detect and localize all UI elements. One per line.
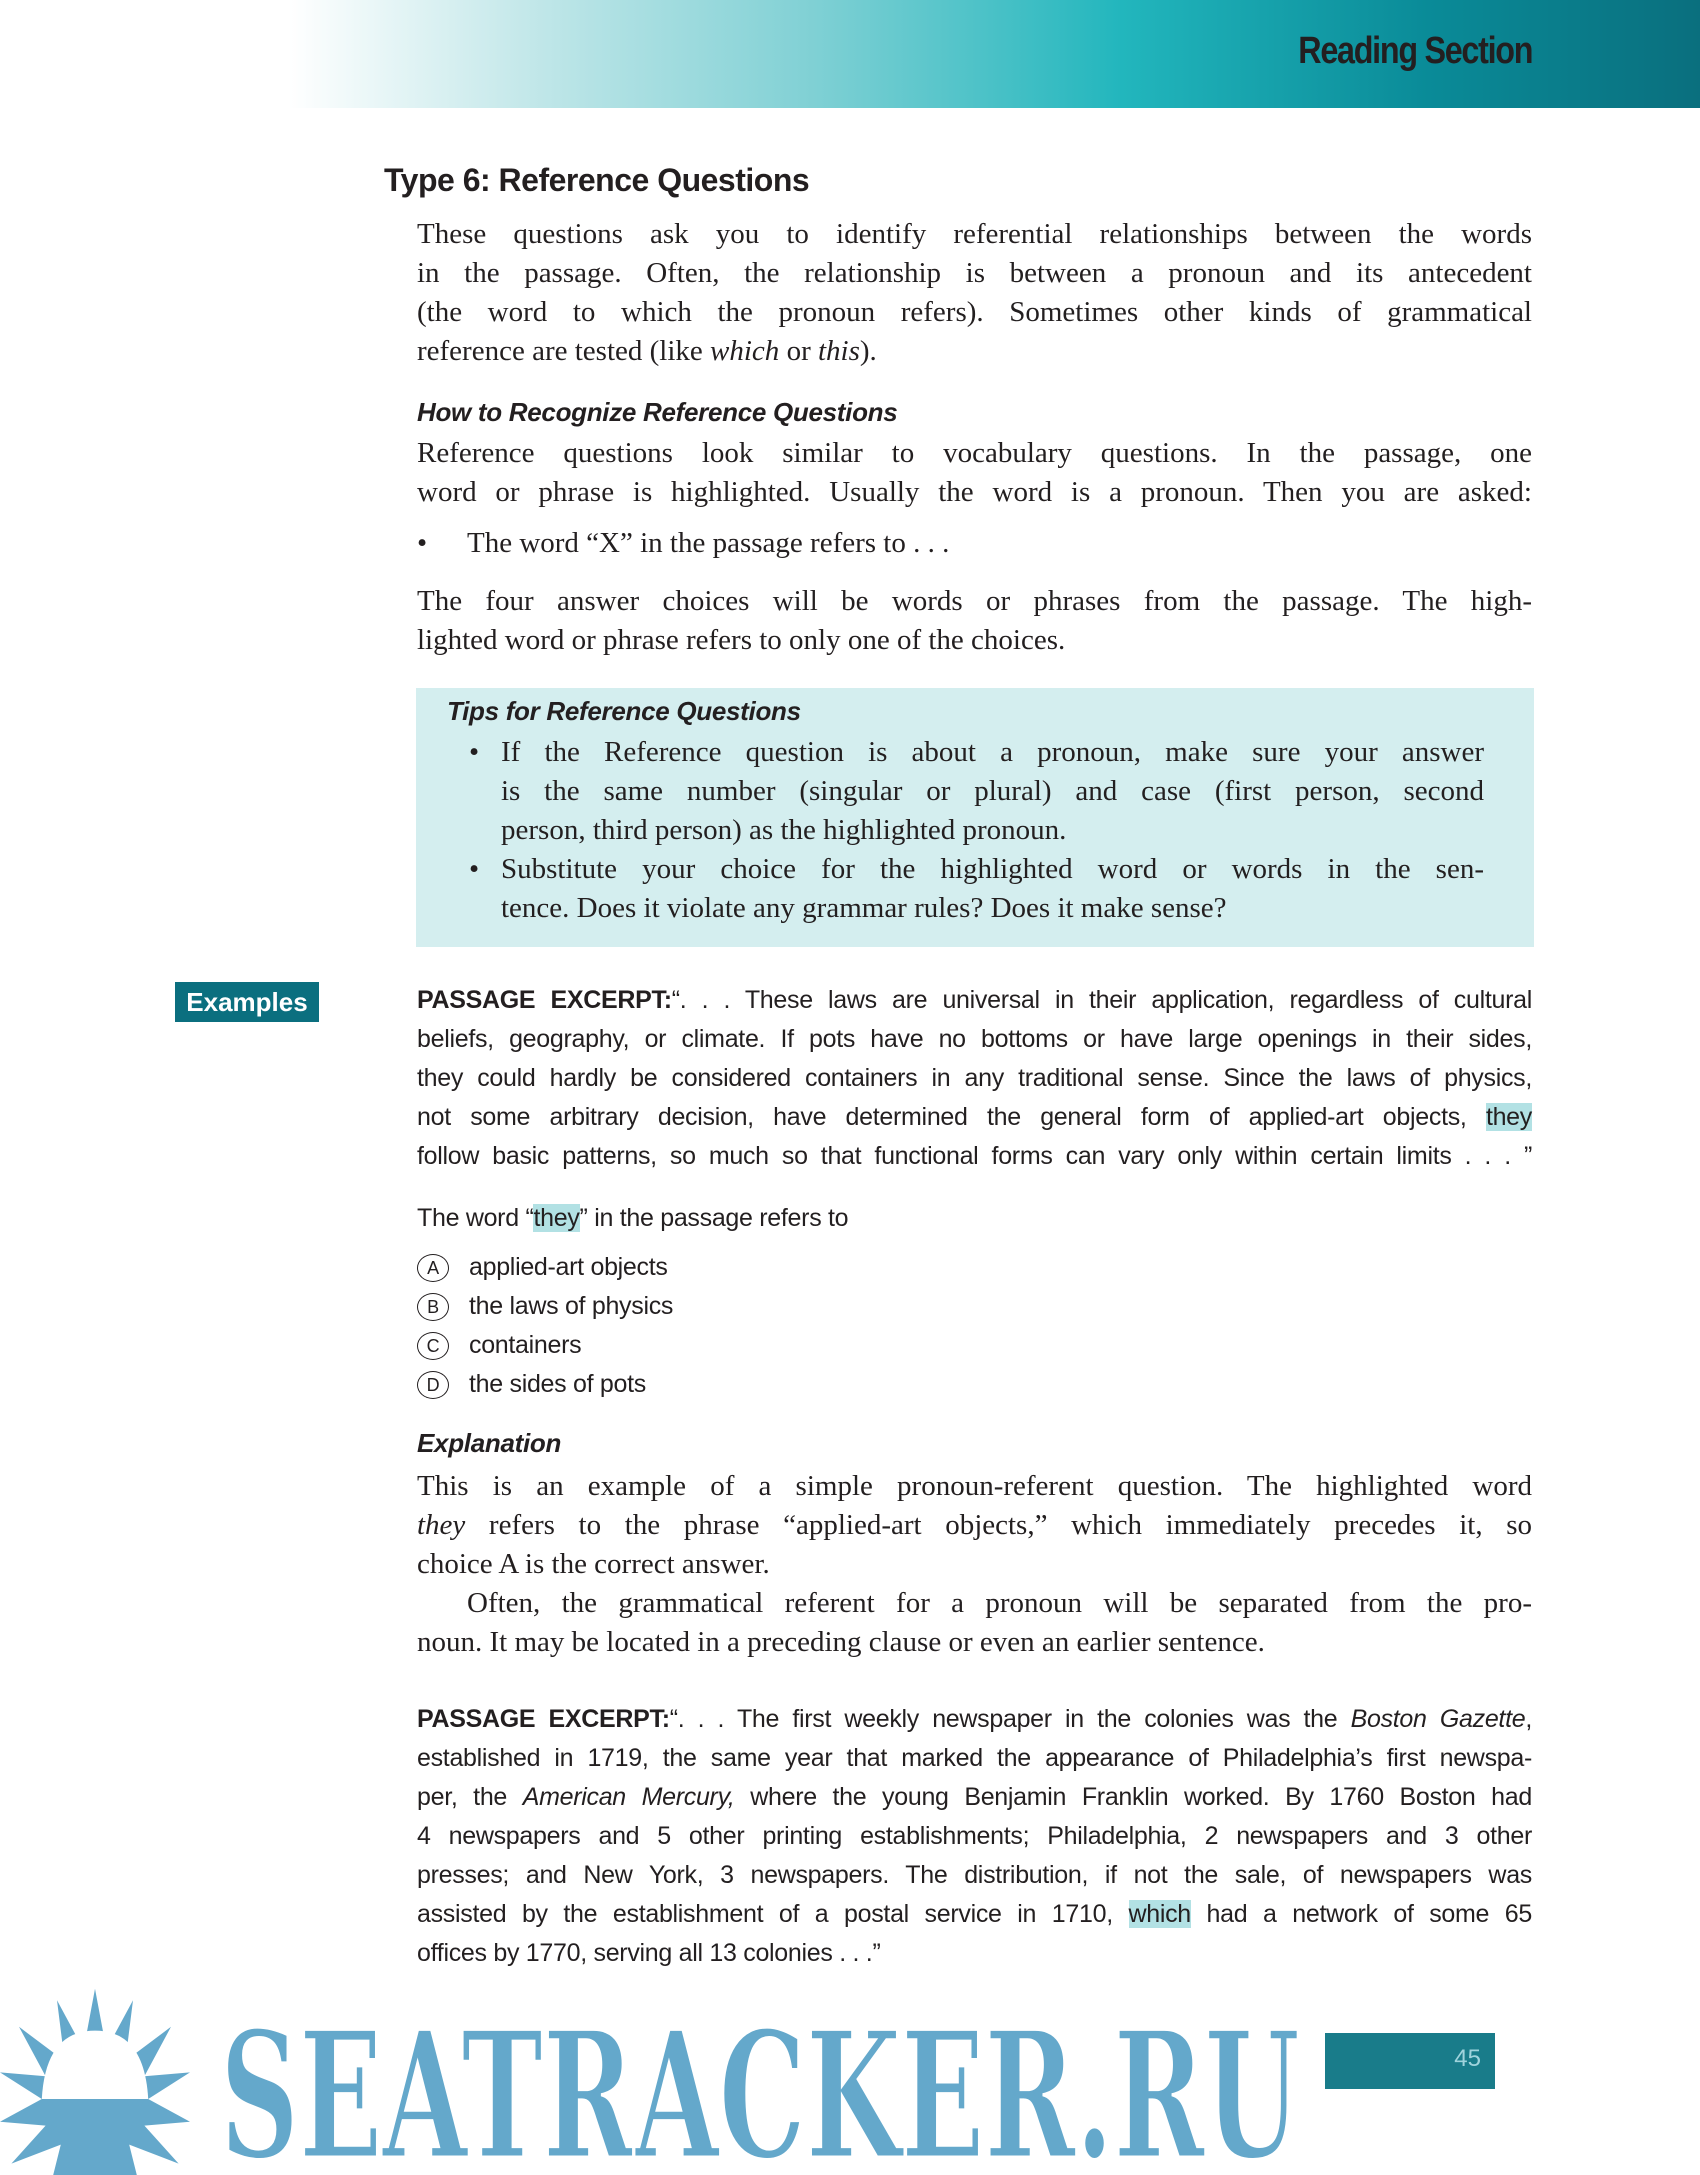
intro-paragraph	[417, 215, 1532, 371]
page-title: Type 6: Reference Questions	[384, 162, 810, 198]
explanation-heading: Explanation	[417, 1428, 562, 1458]
text-line: (the word to which the pronoun refers). Sometimes other kinds of grammatical	[417, 296, 1532, 328]
answer-choices	[417, 1248, 1532, 1404]
page-number: 45	[1454, 2045, 1481, 2072]
recognize-paragraph: Reference questions look similar to vocabulary questions. In the passage, one word or phrase is highlighted. Usually the word is a pronoun. Then you are asked:	[417, 437, 1532, 508]
header-band	[0, 0, 1700, 108]
bullet-icon: •	[469, 736, 480, 768]
text-line: in the passage. Often, the relationship is between a pronoun and its antecedent	[417, 257, 1532, 289]
passage-excerpt-1: PASSAGE EXCERPT:“. . . These laws are universal in their application, regardless of cultural beliefs, geography, or climate. If pots have no bottoms or have large openings in their sides, they could hardly be considered containers in any traditional sense. Since the laws of physics, not some arbitrary decision, have determined the general form of applied-art objects, they follow basic patterns, so much so that functional forms can vary only within certain limits . . . ”	[417, 986, 1532, 1170]
passage-excerpt-2: PASSAGE EXCERPT:“. . . The first weekly newspaper in the colonies was the Boston Gazette, established in 1719, the same year that marked the appearance of Philadelphia’s first newspa- per, the American Mercury, where the young Benjamin Franklin worked. By 1760 Boston had 4 newspapers and 5 other printing establishments; Philadelphia, 2 newspapers and 3 other presses; and New York, 3 newspapers. The distribution, if not the sale, of newspapers was assisted by the establishment of a postal service in 1710, which had a network of some 65 offices by 1770, serving all 13 colonies . . .”	[417, 1705, 1533, 1967]
tips-title: Tips for Reference Questions	[447, 696, 801, 726]
tips-box	[416, 688, 1534, 947]
highlighted-word: they	[1485, 1103, 1532, 1131]
tip-item: • If the Reference question is about a pronoun, make sure your answer is the same number (singular or plural) and case (first person, second person, third person) as the highlighted pronoun.	[501, 733, 1484, 850]
answer-choices-paragraph: The four answer choices will be words or phrases from the passage. The high- lighted word or phrase refers to only one of the choices.	[417, 585, 1532, 656]
examples-badge: Examples	[175, 982, 319, 1022]
choice-b[interactable]: B the laws of physics	[417, 1287, 1532, 1326]
question-text: The word “they” in the passage refers to	[417, 1204, 849, 1232]
explanation-paragraph: This is an example of a simple pronoun-referent question. The highlighted word they refers to the phrase “applied-art objects,” which immediately precedes it, so choice A is the correct answer. Often, the grammatical referent for a pronoun will be separated from the pro- noun. It may be located in a preceding clause or even an earlier sentence.	[417, 1470, 1532, 1658]
tip-item: • Substitute your choice for the highlighted word or words in the sen- tence. Does it violate any grammar rules? Does it make sense?	[501, 850, 1484, 928]
sun-icon	[0, 1989, 190, 2175]
watermark-text: SEATRACKER.RU	[220, 1994, 1300, 2175]
text-line: reference are tested (like which or this).	[417, 335, 877, 367]
text-line: These questions ask you to identify referential relationships between the words	[417, 218, 1532, 250]
section-title: Reading Section	[1298, 30, 1532, 72]
bullet-icon: •	[417, 527, 428, 559]
recognize-heading: How to Recognize Reference Questions	[417, 397, 898, 427]
page-number-box	[1325, 2033, 1495, 2089]
choice-d[interactable]: D the sides of pots	[417, 1365, 1532, 1404]
bullet-item: • The word “X” in the passage refers to . . .	[417, 524, 1532, 563]
bullet-icon: •	[469, 853, 480, 885]
choice-c[interactable]: C containers	[417, 1326, 1532, 1365]
choice-a[interactable]: A applied-art objects	[417, 1248, 1532, 1287]
